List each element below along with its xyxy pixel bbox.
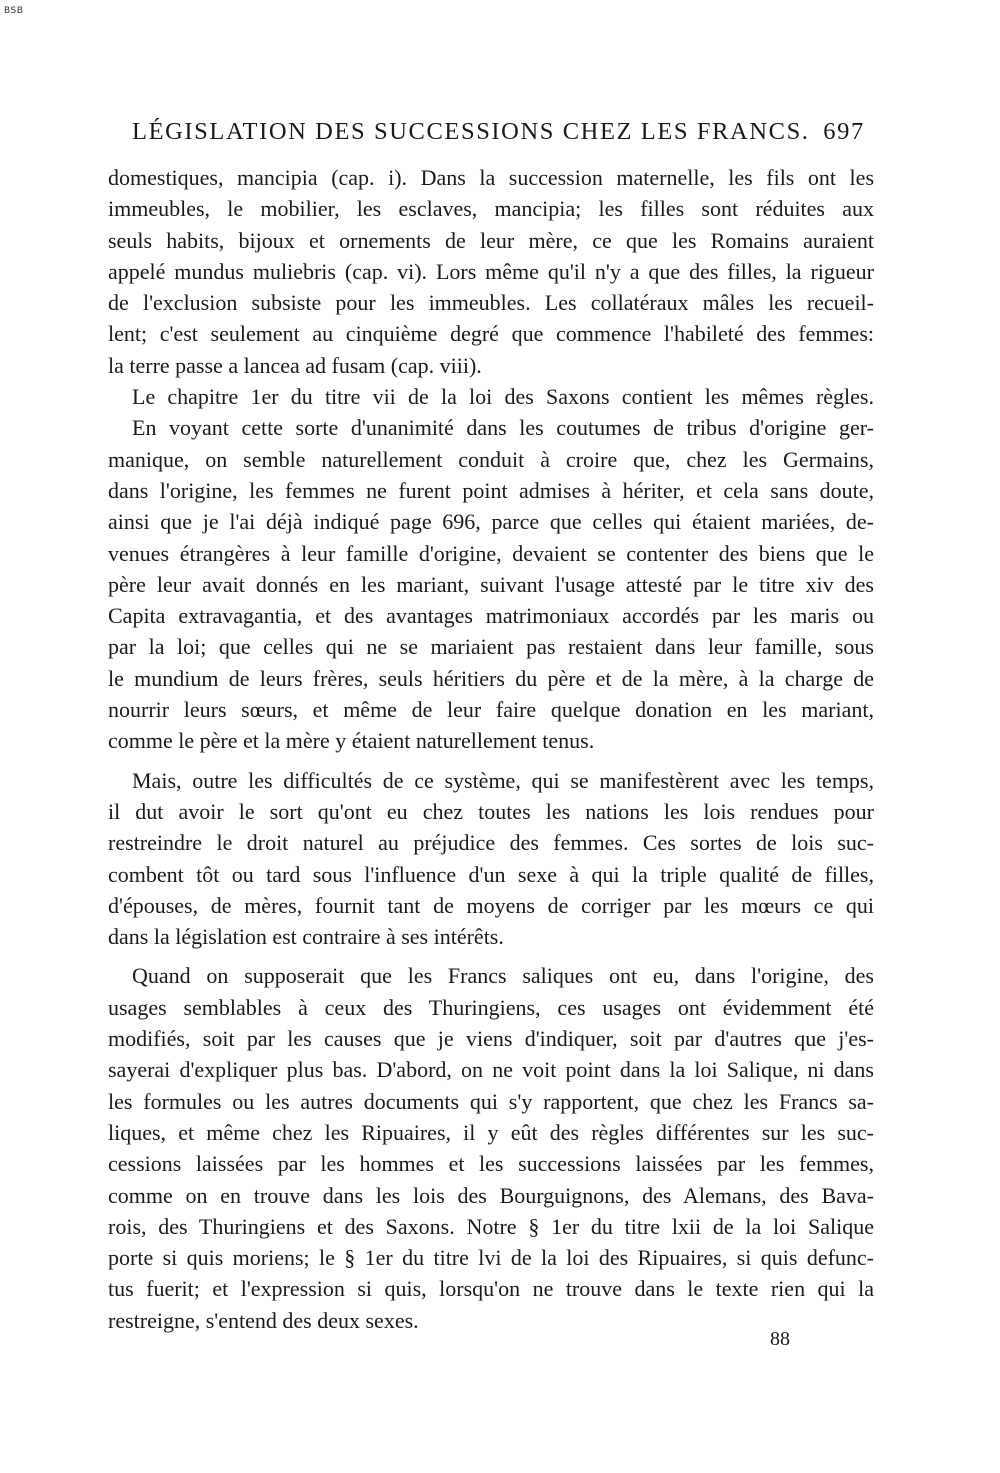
text-line: comme le père et la mère y étaient naturellement tenus.: [108, 728, 595, 754]
library-stamp: BSB: [4, 6, 24, 16]
text-line: seuls habits, bijoux et ornements de leur mère, ce que les Romains auraient: [108, 227, 874, 253]
text-line: En voyant cette sorte d'unanimité dans les coutumes de tribus d'origine ger-: [132, 415, 874, 441]
page-number-top: 697: [823, 118, 865, 145]
text-line: de l'exclusion subsiste pour les immeubles. Les collatéraux mâles les recueil-: [108, 290, 874, 316]
text-line: dans la législation est contraire à ses intérêts.: [108, 924, 504, 950]
text-line: rois, des Thuringiens et des Saxons. Notre § 1er du titre lxii de la loi Salique: [108, 1213, 874, 1239]
text-line: Capita extravagantia, et des avantages matrimoniaux accordés par les maris ou: [108, 603, 874, 629]
header-title: LÉGISLATION DES SUCCESSIONS CHEZ LES FRANCS.: [132, 118, 810, 145]
body-text: [108, 162, 874, 1336]
text-line: modifiés, soit par les causes que je viens d'indiquer, soit par d'autres que j'es-: [108, 1026, 874, 1052]
text-line: liques, et même chez les Ripuaires, il y eût des règles différentes sur les suc-: [108, 1119, 874, 1145]
text-line: tus fuerit; et l'expression si quis, lorsqu'on ne trouve dans le texte rien qui la: [108, 1276, 874, 1302]
text-line: ainsi que je l'ai déjà indiqué page 696, parce que celles qui étaient mariées, de-: [108, 509, 874, 535]
text-line: comme on en trouve dans les lois des Bourguignons, des Alemans, des Bava-: [108, 1182, 874, 1208]
text-line: usages semblables à ceux des Thuringiens, ces usages ont évidemment été: [108, 994, 874, 1020]
text-line: il dut avoir le sort qu'ont eu chez toutes les nations les lois rendues pour: [108, 798, 874, 824]
text-line: venues étrangères à leur famille d'origine, devaient se contenter des biens que le: [108, 540, 874, 566]
text-line: appelé mundus muliebris (cap. vi). Lors même qu'il n'y a que des filles, la rigueur: [108, 258, 874, 284]
running-header: [132, 118, 882, 146]
text-line: restreigne, s'entend des deux sexes.: [108, 1307, 419, 1333]
text-line: restreindre le droit naturel au préjudice des femmes. Ces sortes de lois suc-: [108, 830, 874, 856]
text-line: manique, on semble naturellement conduit à croire que, chez les Germains,: [108, 446, 874, 472]
text-line: les formules ou les autres documents qui s'y rapportent, que chez les Francs sa-: [108, 1088, 874, 1114]
signature-mark: 88: [770, 1328, 790, 1350]
text-line: combent tôt ou tard sous l'influence d'un sexe à qui la triple qualité de filles,: [108, 861, 874, 887]
text-line: domestiques, mancipia (cap. i). Dans la succession maternelle, les fils ont les: [108, 165, 874, 190]
text-line: par la loi; que celles qui ne se mariaient pas restaient dans leur famille, sous: [108, 634, 874, 660]
text-line: dans l'origine, les femmes ne furent point admises à hériter, et cela sans doute,: [108, 477, 874, 503]
text-line: d'épouses, de mères, fournit tant de moyens de corriger par les mœurs ce qui: [108, 892, 874, 918]
text-line: Mais, outre les difficultés de ce système, qui se manifestèrent avec les temps,: [132, 767, 874, 793]
text-line: père leur avait donnés en les mariant, suivant l'usage attesté par le titre xiv des: [108, 571, 874, 597]
text-line: porte si quis moriens; le § 1er du titre lvi de la loi des Ripuaires, si quis defunc-: [108, 1245, 874, 1271]
text-line: sayerai d'expliquer plus bas. D'abord, on ne voit point dans la loi Salique, ni dans: [108, 1057, 874, 1083]
text-line: nourrir leurs sœurs, et même de leur faire quelque donation en les mariant,: [108, 697, 874, 723]
text-line: Quand on supposerait que les Francs saliques ont eu, dans l'origine, des: [132, 963, 874, 989]
text-line: le mundium de leurs frères, seuls héritiers du père et de la mère, à la charge de: [108, 665, 874, 691]
text-line: Le chapitre 1er du titre vii de la loi des Saxons contient les mêmes règles.: [132, 384, 874, 410]
text-line: la terre passe a lancea ad fusam (cap. viii).: [108, 352, 482, 378]
text-line: cessions laissées par les hommes et les successions laissées par les femmes,: [108, 1151, 874, 1177]
text-line: immeubles, le mobilier, les esclaves, mancipia; les filles sont réduites aux: [108, 196, 874, 222]
text-line: lent; c'est seulement au cinquième degré que commence l'habileté des femmes:: [108, 321, 874, 347]
